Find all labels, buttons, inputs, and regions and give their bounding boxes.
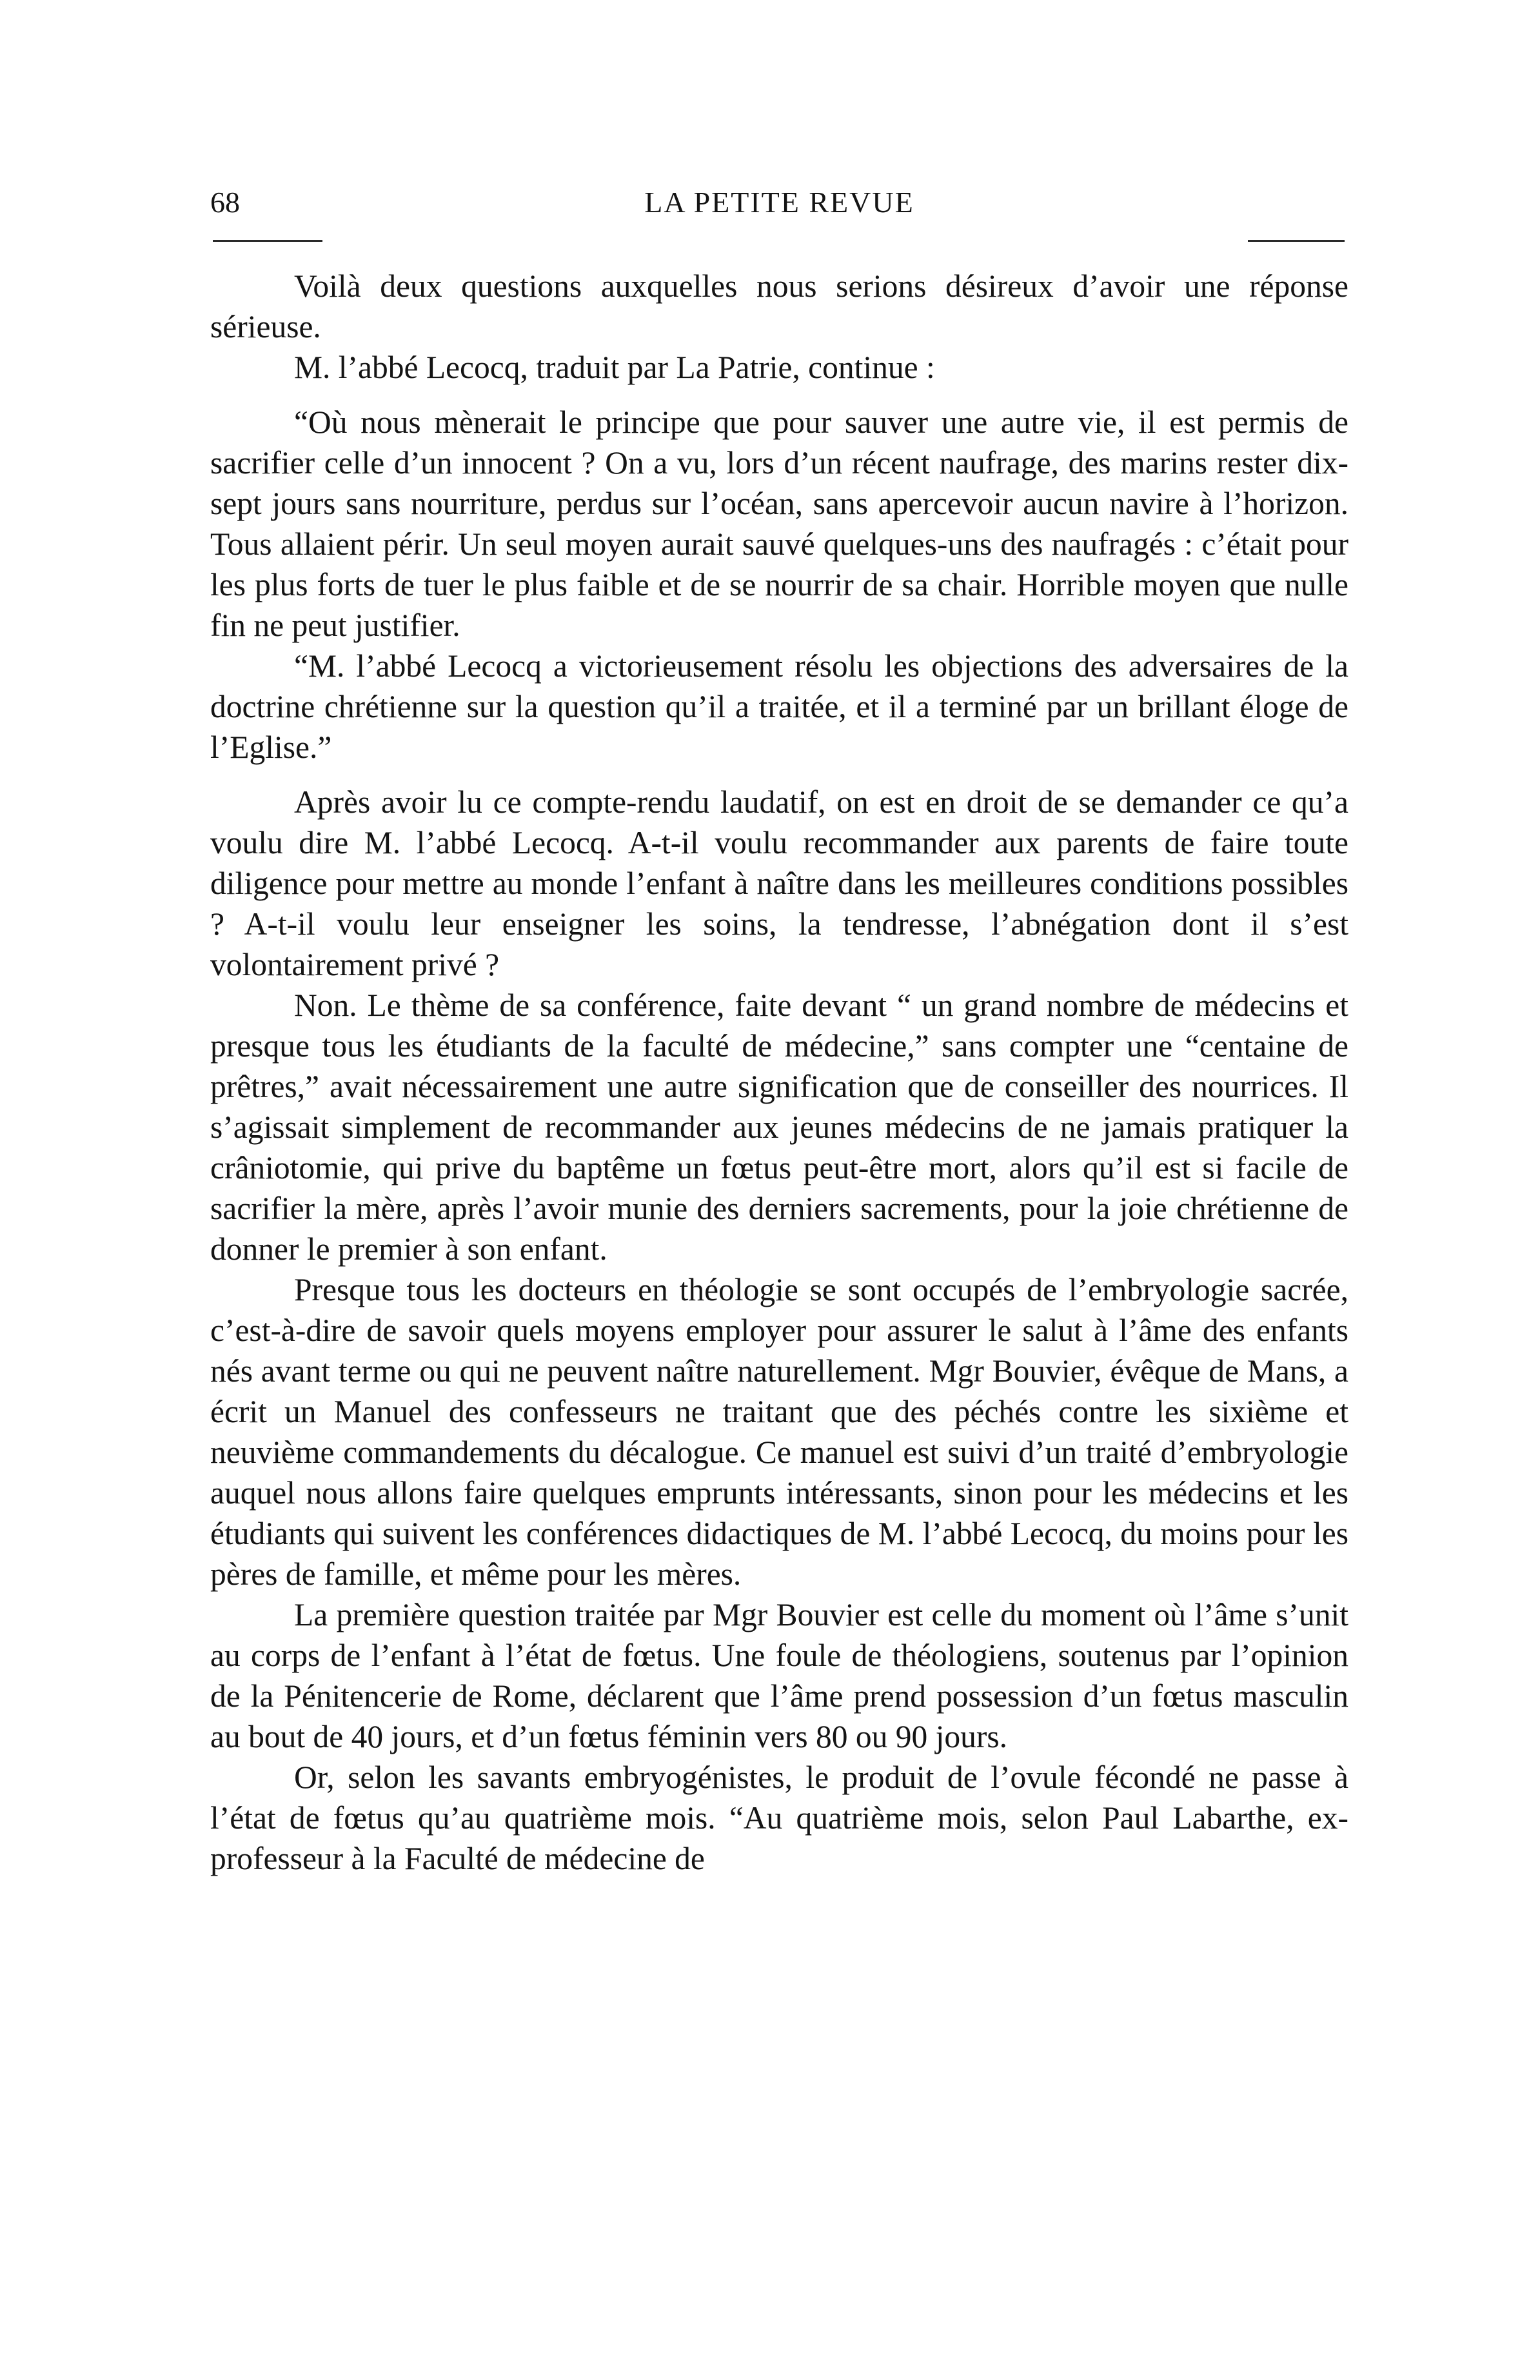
body-text [210,266,1348,1879]
paragraph: Non. Le thème de sa conférence, faite devant “ un grand nombre de médecins et presque tous les étudiants de la faculté de médecine,” sans compter une “centaine de prêtres,” avait nécessairement une autre signification que de conseiller des nourrices. Il s’agissait simplement de recommander aux jeunes médecins de ne jamais pratiquer la crâniotomie, qui prive du baptême un fœtus peut-être mort, alors qu’il est si facile de sacrifier la mère, après l’avoir munie des derniers sacrements, pour la joie chrétienne de donner le premier à son enfant. [210,987,1348,1267]
paragraph: Presque tous les docteurs en théologie se sont occupés de l’embryologie sacrée, c’est-à-dire de savoir quels moyens employer pour assurer le salut à l’âme des enfants nés avant terme ou qui ne peuvent naître naturellement. Mgr Bouvier, évêque de Mans, a écrit un Manuel des confesseurs ne traitant que des péchés contre les sixième et neuvième commandements du décalogue. Ce manuel est suivi d’un traité d’embryologie auquel nous allons faire quelques emprunts intéressants, sinon pour les médecins et les étudiants qui suivent les conférences didactiques de M. l’abbé Lecocq, du moins pour les pères de famille, et même pour les mères. [210,1272,1348,1592]
running-title: LA PETITE REVUE [644,186,914,219]
paragraph: Voilà deux questions auxquelles nous serions désireux d’avoir une réponse sérieuse. [210,268,1348,344]
page-number: 68 [210,186,240,219]
paragraph: Après avoir lu ce compte-rendu laudatif, on est en droit de se demander ce qu’a voulu dire M. l’abbé Lecocq. A-t-il voulu recommander aux parents de faire toute diligence pour mettre au monde l’enfant à naître dans les meilleures conditions possibles ? A-t-il voulu leur enseigner les soins, la tendresse, l’abnégation dont il s’est volontairement privé ? [210,784,1348,982]
quoted-paragraph: “M. l’abbé Lecocq a victorieusement résolu les objections des adversaires de la doctrine chrétienne sur la question qu’il a traitée, et il a terminé par un brillant éloge de l’Eglise.” [210,648,1348,765]
quoted-paragraph: “Où nous mènerait le principe que pour sauver une autre vie, il est permis de sacrifier celle d’un innocent ? On a vu, lors d’un récent naufrage, des marins rester dix-sept jours sans nourriture, perdus sur l’océan, sans apercevoir aucun navire à l’horizon. Tous allaient périr. Un seul moyen aurait sauvé quelques-uns des naufragés : c’était pour les plus forts de tuer le plus faible et de se nourrir de sa chair. Horrible moyen que nulle fin ne peut justifier. [210,404,1348,643]
paragraph: La première question traitée par Mgr Bouvier est celle du moment où l’âme s’unit au corps de l’enfant à l’état de fœtus. Une foule de théologiens, soutenus par l’opinion de la Pénitencerie de Rome, déclarent que l’âme prend possession d’un fœtus masculin au bout de 40 jours, et d’un fœtus féminin vers 80 ou 90 jours. [210,1597,1348,1754]
paragraph: Or, selon les savants embryogénistes, le produit de l’ovule fécondé ne passe à l’état de fœtus qu’au quatrième mois. “Au quatrième mois, selon Paul Labarthe, ex-professeur à la Faculté de médecine de [210,1760,1348,1876]
header-rule-right [1248,240,1345,242]
paragraph: M. l’abbé Lecocq, traduit par La Patrie, continue : [294,350,935,385]
page-header [210,183,1348,222]
header-rule-left [213,240,322,242]
